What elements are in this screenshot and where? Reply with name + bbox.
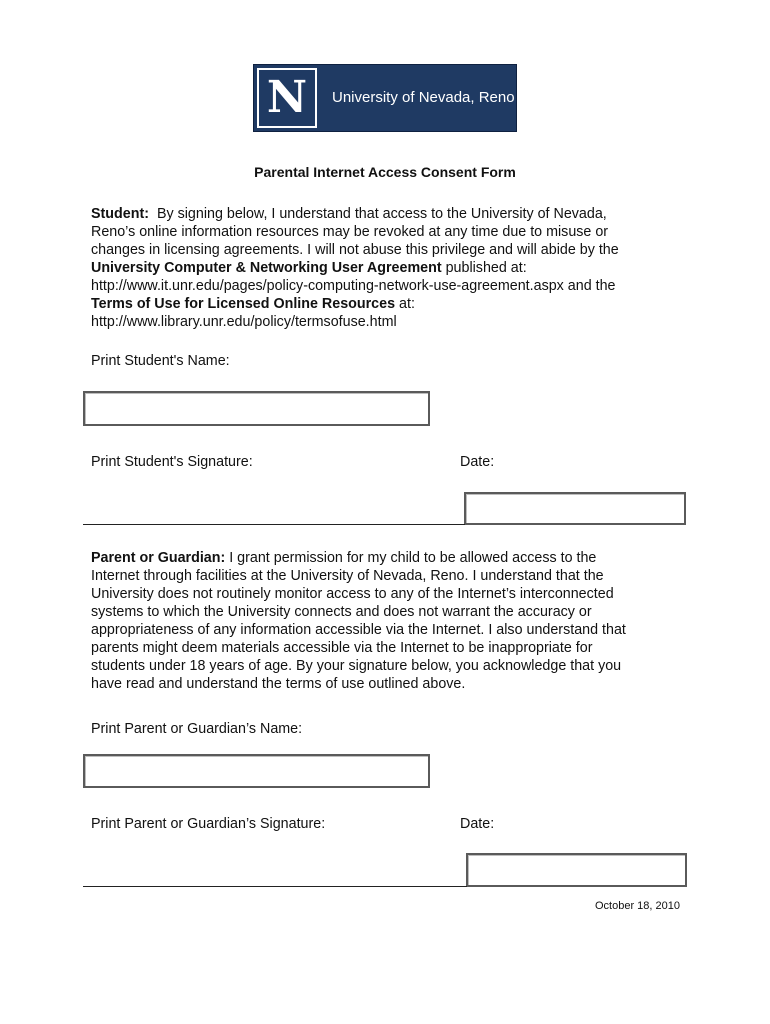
- parent-line-3: University does not routinely monitor access to any of the Internet’s interconnected: [91, 586, 614, 602]
- university-logo: [253, 64, 517, 132]
- student-statement: [91, 205, 681, 331]
- terms-url: http://www.library.unr.edu/policy/termsofuse.html: [91, 314, 397, 330]
- parent-line-4: systems to which the University connects and does not warrant the accuracy or: [91, 604, 592, 620]
- student-date-label: Date:: [460, 454, 495, 470]
- parent-line-7: students under 18 years of age. By your signature below, you acknowledge that you: [91, 658, 622, 674]
- student-line-3: changes in licensing agreements. I will not abuse this privilege and will abide by the: [91, 242, 619, 258]
- logo-n-mark: [257, 68, 317, 128]
- logo-letter: N: [266, 72, 308, 123]
- parent-signature-line[interactable]: [83, 886, 467, 887]
- form-revision-date: October 18, 2010: [594, 900, 680, 912]
- student-line-1: By signing below, I understand that access to the University of Nevada,: [156, 206, 607, 222]
- student-line-2: Reno’s online information resources may be revoked at any time due to misuse or: [91, 224, 609, 240]
- terms-at: at:: [395, 296, 415, 312]
- parent-line-5: appropriateness of any information accessible via the Internet. I also understand that: [91, 622, 626, 638]
- parent-line-2: Internet through facilities at the University of Nevada, Reno. I understand that the: [91, 568, 604, 584]
- student-name-field[interactable]: [83, 391, 430, 426]
- parent-name-label: Print Parent or Guardian’s Name:: [91, 721, 303, 737]
- parent-statement: [91, 549, 681, 693]
- student-signature-label: Print Student's Signature:: [91, 454, 253, 470]
- parent-label: Parent or Guardian:: [91, 550, 226, 566]
- parent-line-8: have read and understand the terms of use outlined above.: [91, 676, 466, 692]
- parent-date-field[interactable]: [466, 853, 687, 887]
- logo-text: University of Nevada, Reno: [332, 89, 515, 106]
- student-label: Student:: [91, 206, 149, 222]
- student-name-label: Print Student's Name:: [91, 353, 230, 369]
- agreement-title: University Computer & Networking User Agreement: [91, 260, 442, 276]
- student-date-field[interactable]: [464, 492, 686, 525]
- terms-title: Terms of Use for Licensed Online Resources: [91, 296, 396, 312]
- form-title: Parental Internet Access Consent Form: [254, 164, 516, 180]
- agreement-url: http://www.it.unr.edu/pages/policy-computing-network-use-agreement.aspx and the: [91, 278, 616, 294]
- parent-name-field[interactable]: [83, 754, 430, 788]
- published-at: published at:: [441, 260, 527, 276]
- parent-signature-label: Print Parent or Guardian’s Signature:: [91, 816, 326, 832]
- parent-line-1: I grant permission for my child to be allowed access to the: [225, 550, 597, 566]
- parent-date-label: Date:: [460, 816, 495, 832]
- student-signature-line[interactable]: [83, 524, 465, 525]
- parent-line-6: parents might deem materials accessible via the Internet to be inappropriate for: [91, 640, 593, 656]
